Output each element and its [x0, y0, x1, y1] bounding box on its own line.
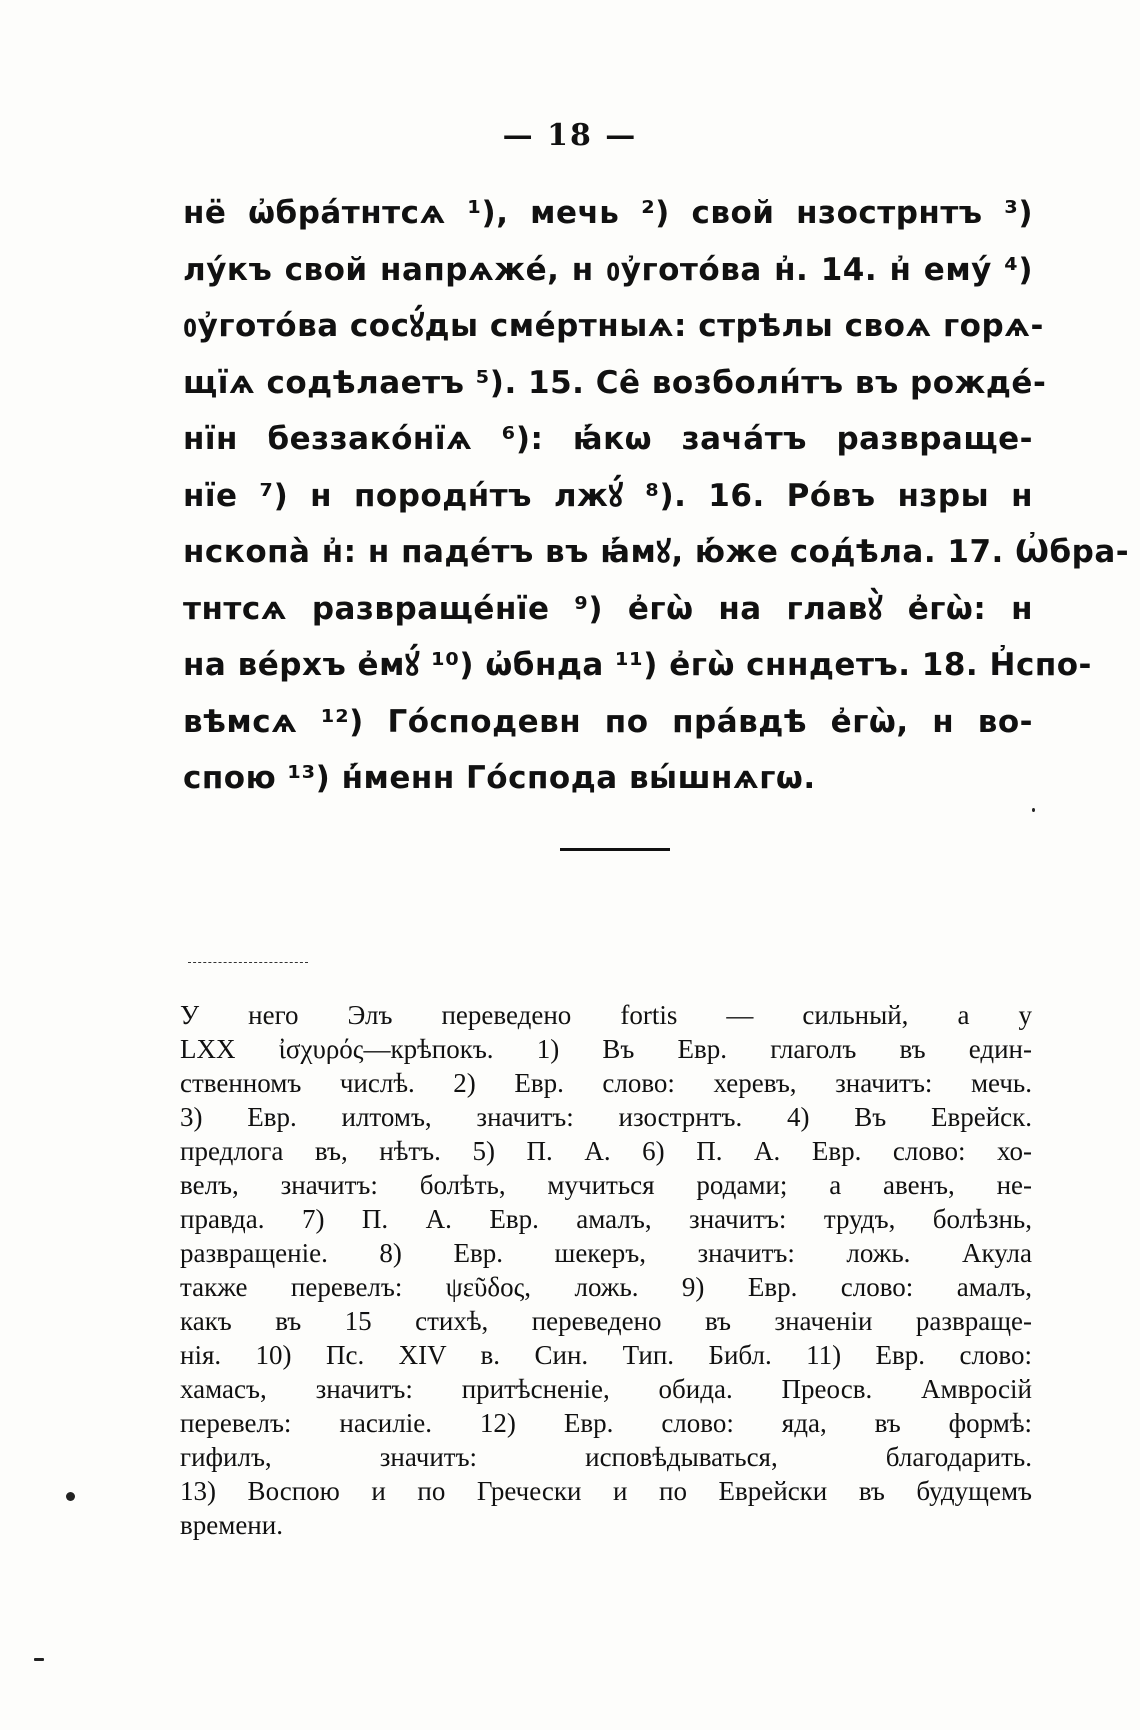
- footnote-line: правда. 7) П. А. Евр. амалъ, значитъ: трудъ, болѣзнь,: [180, 1204, 1032, 1234]
- footnote-line: ственномъ числѣ. 2) Евр. слово: херевъ, значитъ: мечь.: [180, 1068, 1032, 1098]
- section-divider-rule: [560, 848, 670, 851]
- footnote-separator-rule: [188, 962, 308, 963]
- slavonic-line: нскопа̀ н҆: н паде́тъ въ ꙗ҆́мꙋ, ю҆́же сод́ѣла. 17. Ѡ҆бра-: [183, 534, 1130, 570]
- footnote-line: развращеніе. 8) Евр. шекеръ, значитъ: ложь. Акула: [180, 1238, 1032, 1268]
- slavonic-line: щїѧ содѣлаетъ ⁵). 15. Се̑ возболн́тъ въ рожде́-: [183, 364, 1047, 401]
- footnote-line: 13) Воспою и по Гречески и по Еврейски въ будущемъ: [180, 1476, 1032, 1506]
- footnote-line: времени.: [180, 1510, 283, 1540]
- footnote-line: хамасъ, значитъ: притѣсненіе, обида. Преосв. Амвросій: [180, 1374, 1032, 1404]
- scan-speck: [1032, 808, 1035, 812]
- footnote-line: какъ въ 15 стихѣ, переведено въ значеніи развраще-: [180, 1306, 1032, 1336]
- slavonic-line: вѣмсѧ ¹²) Го́сподевн по пра́вдѣ е҆гѡ̀, н во-: [183, 703, 1033, 740]
- footnotes-block: [180, 998, 1032, 1542]
- scan-speck: [66, 1492, 75, 1501]
- footnote-line: перевелъ: насиліе. 12) Евр. слово: яда, въ формѣ:: [180, 1408, 1032, 1438]
- slavonic-line: ᲂу҆гото́ва сосꙋ́ды сме́ртныѧ: стрѣлы своѧ горѧ-: [183, 308, 1044, 344]
- footnote-line: У него Элъ переведено fortis — сильный, а у: [180, 1000, 1032, 1030]
- slavonic-line: спою ¹³) н҆́менн Го́спода вы́шнѧгѡ.: [183, 760, 816, 796]
- footnote-line: нія. 10) Пс. XIV в. Син. Тип. Библ. 11) Евр. слово:: [180, 1340, 1032, 1370]
- footnote-line: гифилъ, значитъ: исповѣдываться, благодарить.: [180, 1442, 1032, 1472]
- footnote-line: LXX ἰσχυρός—крѣпокъ. 1) Въ Евр. глаголъ въ един-: [180, 1034, 1032, 1064]
- slavonic-line: тнтсѧ развраще́нїе ⁹) е҆гѡ̀ на главꙋ̀ е҆гѡ̀: н: [183, 590, 1033, 627]
- page-number: — 18 —: [502, 118, 638, 153]
- footnote-line: также перевелъ: ψεῦδος, ложь. 9) Евр. слово: амалъ,: [180, 1272, 1032, 1302]
- scan-speck: [34, 1658, 44, 1661]
- slavonic-line: нїн беззако́нїѧ ⁶): ꙗ҆́кѡ зача́тъ развраще-: [183, 421, 1033, 457]
- slavonic-line: нїе ⁷) н породн́тъ лжꙋ́ ⁸). 16. Ро́въ нзры н: [183, 477, 1033, 514]
- slavonic-line: на ве́рхъ е҆мꙋ́ ¹⁰) ѡ҆бнда ¹¹) е҆гѡ̀ снндетъ. 18. Н҆спо-: [183, 647, 1092, 683]
- church-slavonic-text-block: [183, 185, 1130, 807]
- slavonic-line: нё ѡ҆бра́тнтсѧ ¹), мечь ²) свой нзострнтъ ³): [183, 195, 1033, 231]
- footnote-line: предлога въ, нѣтъ. 5) П. А. 6) П. А. Евр. слово: хо-: [180, 1136, 1032, 1166]
- slavonic-line: лу́къ свой напрѧже́, н ᲂу҆гото́ва н҆. 14. н҆ ему́ ⁴): [183, 251, 1033, 288]
- footnote-line: велъ, значитъ: болѣть, мучиться родами; а авенъ, не-: [180, 1170, 1032, 1200]
- footnote-line: 3) Евр. илтомъ, значитъ: изострнтъ. 4) Въ Еврейск.: [180, 1102, 1032, 1132]
